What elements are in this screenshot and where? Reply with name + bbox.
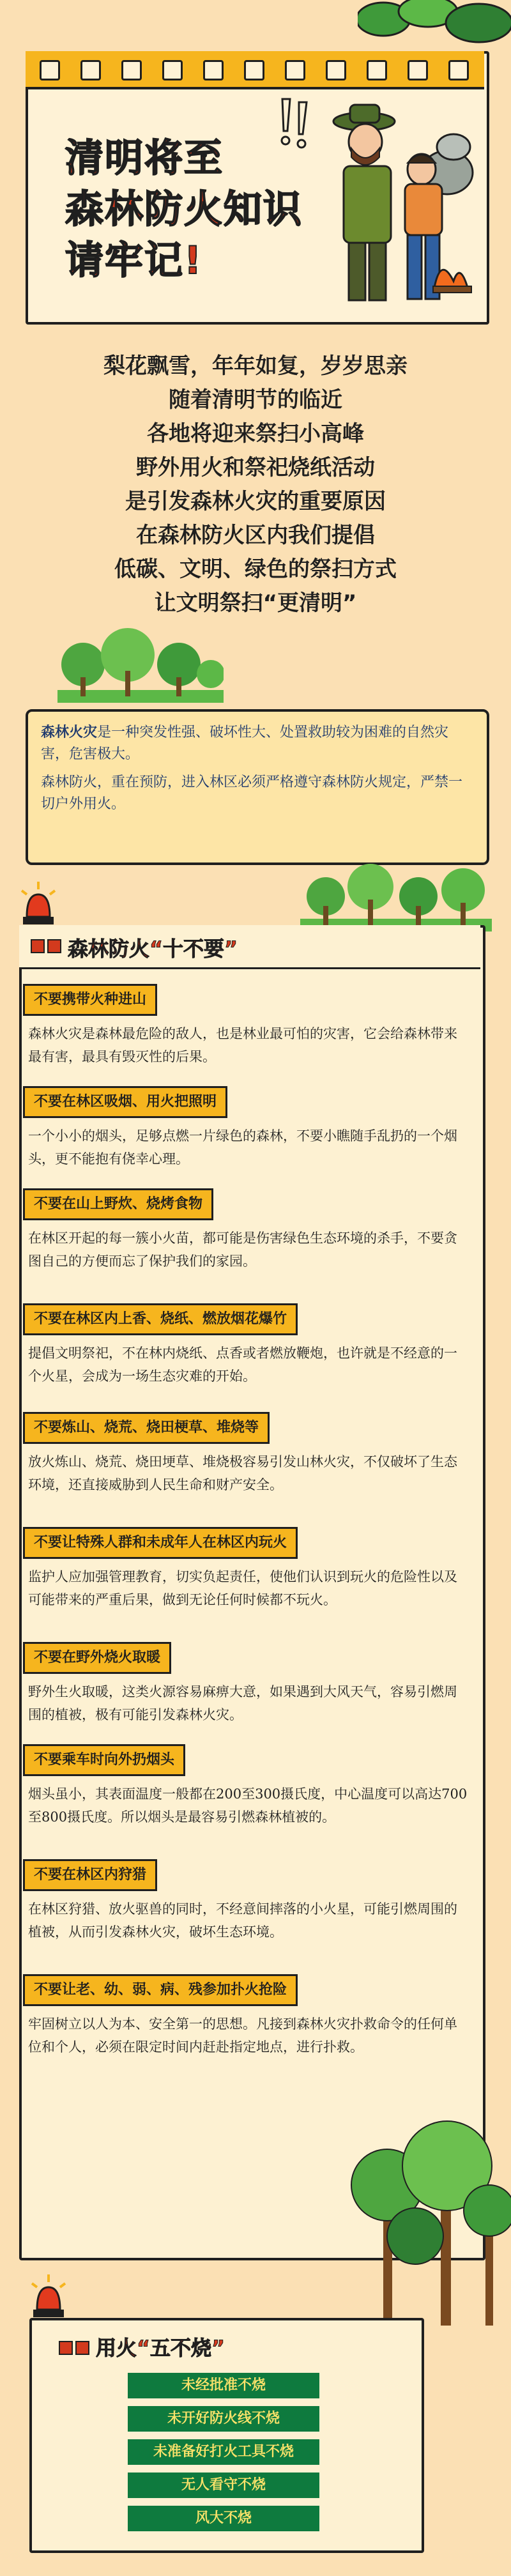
- stripe-hole: [244, 60, 264, 80]
- ranger-illustration: [326, 96, 485, 319]
- hero-title-line-3: 请牢记!: [65, 238, 203, 283]
- info-paragraph-1: [41, 722, 475, 765]
- hero-title-line-2: 森林防火知识: [65, 187, 303, 232]
- heading-bullet: [59, 2341, 73, 2355]
- five-no-burn-title: 用火“五不烧”: [96, 2336, 225, 2360]
- intro-line: 在森林防火区内我们提倡: [136, 523, 375, 548]
- five-no-burn-item: 风大不烧: [128, 2506, 319, 2531]
- trees-decoration: [300, 861, 492, 931]
- heading-bullet: [75, 2341, 89, 2355]
- rule-title: 不要在林区内上香、烧纸、燃放烟花爆竹: [23, 1303, 298, 1335]
- rule-title: 不要携带火种进山: [23, 984, 157, 1016]
- intro-line: 让文明祭扫“更清明”: [154, 590, 357, 616]
- ten-donts-title: 森林防火“十不要”: [68, 937, 238, 961]
- five-no-burn-item: 未经批准不烧: [128, 2373, 319, 2398]
- rule-body: 一个小小的烟头，足够点燃一片绿色的森林，不要小瞧随手乱扔的一个烟头，更不能抱有侥幸心理。: [28, 1128, 457, 1167]
- rule-title: 不要让特殊人群和未成年人在林区内玩火: [23, 1527, 298, 1559]
- stripe-hole: [162, 60, 183, 80]
- forest-decoration: [345, 2115, 511, 2332]
- trees-decoration: [57, 626, 224, 703]
- hero-title-line-1: 清明将至: [65, 136, 224, 181]
- stripe-hole: [80, 60, 101, 80]
- rule-body: 监护人应加强管理教育，切实负起责任，使他们认识到玩火的危险性以及可能带来的严重后果，做到无论任何时候都不玩火。: [28, 1569, 457, 1607]
- rule-title: 不要在林区吸烟、用火把照明: [23, 1086, 227, 1118]
- intro-line: 低碳、文明、绿色的祭扫方式: [114, 556, 397, 582]
- rule-title: 不要炼山、烧荒、烧田梗草、堆烧等: [23, 1412, 270, 1444]
- stripe-hole: [367, 60, 387, 80]
- intro-line: 是引发森林火灾的重要原因: [125, 489, 386, 514]
- heading-bullet: [31, 939, 45, 953]
- heading-bullet: [47, 939, 61, 953]
- intro-line: 野外用火和祭祀烧纸活动: [136, 455, 375, 480]
- rule-title: 不要在山上野炊、烧烤食物: [23, 1188, 213, 1220]
- rule-body: 放火炼山、烧荒、烧田埂草、堆烧极容易引发山林火灾，不仅破坏了生态环境，还直接威胁到人民生命和财产安全。: [28, 1454, 457, 1492]
- stripe-hole: [326, 60, 346, 80]
- intro-line: 随着清明节的临近: [169, 387, 342, 413]
- intro-line: 各地将迎来祭扫小高峰: [147, 421, 364, 447]
- rule-body: 森林火灾是森林最危险的敌人，也是林业最可怕的灾害，它会给森林带来最有害，最具有毁灭性的后果。: [28, 1026, 457, 1064]
- rule-body: 烟头虽小，其表面温度一般都在200至300摄氏度，中心温度可以高达700至800摄氏度。所以烟头是最容易引燃森林植被的。: [28, 1786, 468, 1825]
- rule-body: 在林区开起的每一簇小火苗，都可能是伤害绿色生态环境的杀手，不要贪图自己的方便而忘了保护我们的家园。: [28, 1230, 457, 1269]
- rule-title: 不要在野外烧火取暖: [23, 1642, 171, 1674]
- stripe-hole: [285, 60, 305, 80]
- alarm-light-icon: [29, 2274, 68, 2319]
- intro-line: 梨花飘雪，年年如复，岁岁思亲: [103, 353, 408, 379]
- alarm-light-icon: [19, 882, 57, 926]
- info-definition: 是一种突发性强、破坏性大、处置救助较为困难的自然灾害，危害极大。: [41, 724, 449, 762]
- five-no-burn-item: 无人看守不烧: [128, 2472, 319, 2498]
- rule-title: 不要让老、幼、弱、病、残参加扑火抢险: [23, 1974, 298, 2006]
- stripe-hole: [121, 60, 142, 80]
- exclamation-icon: [276, 96, 314, 153]
- stripe-hole: [203, 60, 224, 80]
- rule-title: 不要在林区内狩猎: [23, 1859, 157, 1891]
- five-no-burn-item: 未准备好打火工具不烧: [128, 2439, 319, 2465]
- rule-body: 提倡文明祭祀，不在林内烧纸、点香或者燃放鞭炮，也许就是不经意的一个火星，会成为一场生态灾难的开始。: [28, 1346, 457, 1384]
- info-paragraph-2: 森林防火，重在预防，进入林区必须严格遵守森林防火规定，严禁一切户外用火。: [41, 774, 463, 812]
- five-no-burn-item: 未开好防火线不烧: [128, 2406, 319, 2432]
- rule-body: 在林区狩猎、放火驱兽的同时，不经意间摔落的小火星，可能引燃周围的植被，从而引发森林火灾，破坏生态环境。: [28, 1901, 457, 1940]
- leaves-decoration: [358, 0, 511, 57]
- rule-body: 牢固树立以人为本、安全第一的思想。凡接到森林火灾扑救命令的任何单位和个人，必须在限定时间内赶赴指定地点，进行扑救。: [28, 2016, 457, 2055]
- stripe-hole: [408, 60, 428, 80]
- rule-body: 野外生火取暖，这类火源容易麻痹大意，如果遇到大风天气，容易引燃周围的植被，极有可能引发森林火灾。: [28, 1684, 457, 1722]
- stripe-hole: [448, 60, 469, 80]
- ten-donts-header: [19, 925, 480, 969]
- stripe-hole: [40, 60, 60, 80]
- hero-stripe: [26, 51, 484, 89]
- rule-title: 不要乘车时向外扔烟头: [23, 1744, 185, 1776]
- info-term: 森林火灾: [41, 724, 98, 740]
